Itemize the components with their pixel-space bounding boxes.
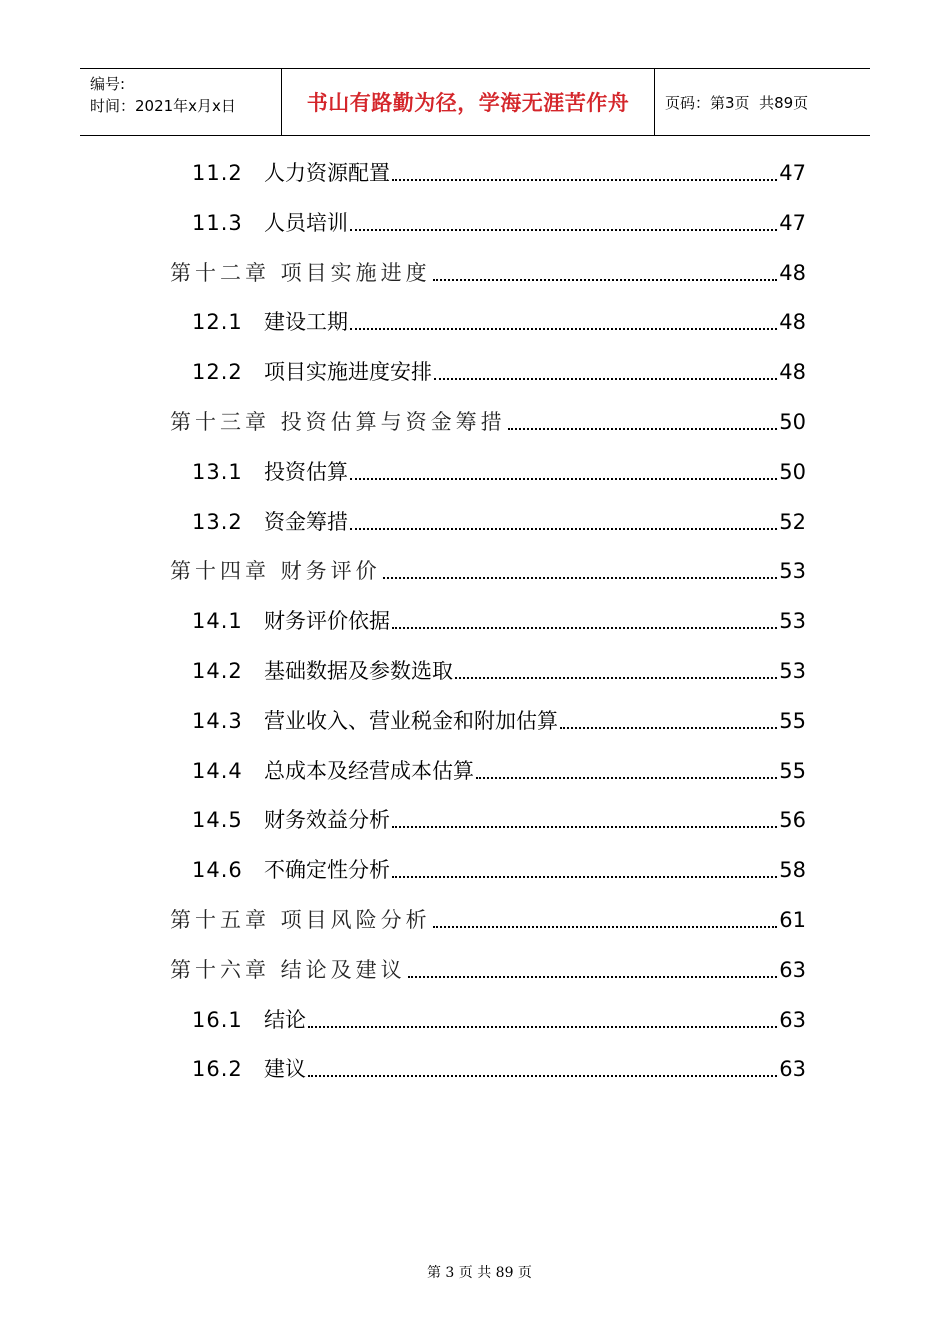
toc-entry-title: 第十六章 结论及建议 [170,958,406,982]
toc-entry-title: 第十二章 项目实施进度 [170,261,431,285]
toc-entry-number: 16.2 [192,1057,243,1081]
toc-entry[interactable] [192,457,806,487]
toc-entry-title: 第十五章 项目风险分析 [170,908,431,932]
toc-entry-number: 16.1 [192,1008,243,1032]
toc-entry[interactable] [170,258,806,288]
toc-entry-title: 资金筹措 [264,510,348,534]
toc-dot-leader [383,577,778,579]
toc-entry-number: 14.6 [192,858,243,882]
toc-entry-title: 第十四章 财务评价 [170,559,381,583]
toc-dot-leader [308,1075,777,1077]
toc-dot-leader [408,976,778,978]
toc-dot-leader [433,926,778,928]
toc-entry-number: 12.2 [192,360,243,384]
toc-entry-number: 12.1 [192,310,243,334]
toc-entry-number: 14.5 [192,808,243,832]
toc-entry[interactable] [192,1054,806,1084]
toc-entry-title: 总成本及经营成本估算 [264,759,474,783]
toc-entry[interactable] [192,208,806,238]
document-time-label: 时间：2021年x月x日 [90,97,236,115]
toc-dot-leader [392,627,777,629]
toc-entry[interactable] [192,656,806,686]
toc-entry[interactable] [192,855,806,885]
toc-entry-number: 11.3 [192,211,243,235]
toc-entry-page: 52 [779,510,806,534]
toc-entry[interactable] [170,407,806,437]
toc-entry-title: 人力资源配置 [264,161,390,185]
toc-entry[interactable] [170,556,806,586]
toc-entry[interactable] [192,706,806,736]
toc-entry-number: 14.2 [192,659,243,683]
toc-dot-leader [392,179,777,181]
header-page-info [655,69,870,135]
motto-text: 书山有路勤为径，学海无涯苦作舟 [306,91,630,115]
toc-entry-page: 55 [779,759,806,783]
toc-dot-leader [350,528,777,530]
toc-entry-page: 50 [779,460,806,484]
toc-entry[interactable] [192,307,806,337]
toc-entry[interactable] [170,955,806,985]
toc-entry[interactable] [192,357,806,387]
toc-entry[interactable] [192,805,806,835]
toc-entry-page: 63 [779,958,806,982]
toc-dot-leader [508,428,778,430]
header-motto [282,69,655,135]
toc-entry-title: 项目实施进度安排 [264,360,432,384]
footer-page-number: 第 3 页 共 89 页 [426,1265,532,1281]
toc-entry-page: 58 [779,858,806,882]
toc-entry-title: 不确定性分析 [264,858,390,882]
page-footer [0,1246,950,1282]
toc-entry-page: 63 [779,1008,806,1032]
toc-entry-title: 基础数据及参数选取 [264,659,453,683]
toc-entry-page: 53 [779,609,806,633]
toc-entry-title: 财务评价依据 [264,609,390,633]
toc-entry-page: 48 [779,310,806,334]
toc-entry-page: 47 [779,161,806,185]
toc-entry-title: 建议 [264,1057,306,1081]
toc-entry-title: 建设工期 [264,310,348,334]
toc-dot-leader [350,229,777,231]
toc-dot-leader [350,328,777,330]
toc-entry[interactable] [192,756,806,786]
toc-entry-number: 14.3 [192,709,243,733]
toc-entry-number: 13.1 [192,460,243,484]
toc-entry[interactable] [192,507,806,537]
toc-entry[interactable] [192,1005,806,1035]
toc-entry-title: 财务效益分析 [264,808,390,832]
toc-entry-page: 48 [779,261,806,285]
toc-entry-title: 营业收入、营业税金和附加估算 [264,709,558,733]
toc-dot-leader [392,876,777,878]
toc-entry-page: 61 [779,908,806,932]
toc-entry-title: 结论 [264,1008,306,1032]
page-header [80,68,870,136]
toc-dot-leader [476,777,777,779]
toc-entry-page: 56 [779,808,806,832]
toc-dot-leader [434,378,777,380]
toc-entry-page: 55 [779,709,806,733]
toc-entry-title: 投资估算 [264,460,348,484]
toc-dot-leader [433,279,778,281]
toc-entry[interactable] [192,158,806,188]
toc-entry[interactable] [170,905,806,935]
toc-dot-leader [392,826,777,828]
toc-entry-title: 人员培训 [264,211,348,235]
toc-entry-number: 13.2 [192,510,243,534]
toc-entry-page: 48 [779,360,806,384]
page-info-text: 页码：第3页 共89页 [665,93,809,112]
document-number-label: 编号: [90,75,126,93]
toc-dot-leader [308,1026,777,1028]
toc-entry-number: 11.2 [192,161,243,185]
toc-entry-title: 第十三章 投资估算与资金筹措 [170,410,506,434]
toc-entry[interactable] [192,606,806,636]
toc-entry-number: 14.1 [192,609,243,633]
toc-entry-page: 53 [779,659,806,683]
toc-entry-page: 50 [779,410,806,434]
toc-entry-page: 47 [779,211,806,235]
header-meta [80,69,282,135]
toc-dot-leader [560,727,777,729]
toc-dot-leader [455,677,777,679]
toc-entry-page: 53 [779,559,806,583]
toc-entry-number: 14.4 [192,759,243,783]
toc-entry-page: 63 [779,1057,806,1081]
toc-dot-leader [350,478,777,480]
